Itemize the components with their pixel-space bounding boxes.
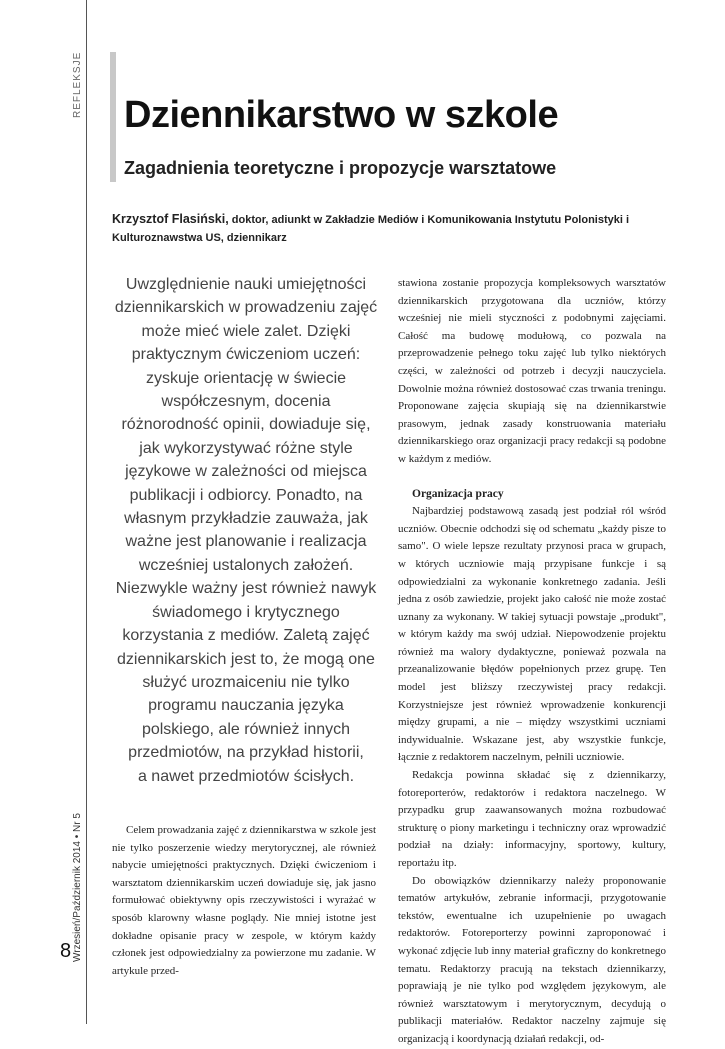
section-heading: Organizacja pracy bbox=[412, 487, 504, 500]
article-title: Dziennikarstwo w szkole bbox=[124, 94, 559, 136]
lead-line: Uwzględnienie nauki umiejętności bbox=[125, 276, 367, 293]
lead-line: dziennikarskich w prowadzeniu zajęć bbox=[114, 299, 378, 317]
lead-line: dziennikarskich jest to, że mogą one bbox=[117, 650, 375, 668]
margin-rule bbox=[86, 0, 87, 1024]
right-column bbox=[398, 275, 666, 1049]
lead-line: wcześniej ustalonych założeń. bbox=[138, 556, 354, 574]
lead-line: różnorodność opinii, dowiaduje się, bbox=[121, 416, 371, 434]
lead-paragraph bbox=[112, 273, 380, 788]
title-accent-bar bbox=[110, 52, 116, 182]
lead-line: może mieć wiele zalet. Dzięki bbox=[141, 322, 351, 340]
body-paragraph: stawiona zostanie propozycja kompleksowych warsztatów dziennikarskich przygotowana dla uczniów, którzy wcześniej nie mieli styczności z podobnymi zajęciami. Całość ma budowę modułową, co pozwala na przeprowadzenie pełnego toku zajęć lub tylko niektórych części, w zależności od potrzeb i decyzji nauczyciela. Dowolnie można również dostosować czas trwania treningu. Proponowane zajęcia skupiają się na dziennikarstwie prasowym, jednak zasady konstruowania materiału dziennikarskiego oraz organizacji pracy redakcji są podobne w każdym z mediów. bbox=[398, 277, 666, 465]
lead-line: polskiego, ale również innych bbox=[141, 720, 351, 738]
lead-line: własnym przykładzie zauważa, jak bbox=[124, 510, 368, 528]
lead-line: publikacji i odbiorcy. Ponadto, na bbox=[129, 486, 363, 504]
lead-line: jak wykorzystywać różne style bbox=[139, 439, 353, 457]
page-number: 8 bbox=[60, 940, 72, 962]
author-name: Krzysztof Flasiński, bbox=[112, 212, 229, 226]
lead-line: świadomego i krytycznego bbox=[152, 603, 340, 621]
lead-line: praktycznym ćwiczeniom uczeń: bbox=[131, 346, 361, 364]
article-subtitle: Zagadnienia teoretyczne i propozycje warsztatowe bbox=[124, 158, 557, 178]
body-paragraph: Najbardziej podstawową zasadą jest podział ról wśród uczniów. Obecnie odchodzi się od schematu „każdy pisze to samo". O wiele lepsze rezultaty przynosi praca w grupach, w których uczniowie mają przypisane funkcje i są odpowiedzialni za wykonanie konkretnego zadania. Jeśli jedna z osób zawiedzie, projekt jako całość nie może zostać uznany za wykonany. W takiej sytuacji powstaje „produkt", w którym każdy ma swój udział. Niepowodzenie projektu również ma walory dydaktyczne, ponieważ pozwala na przeanalizowanie błędów popełnionych przez grupę. Ten model jest bliższy rzeczywistej pracy redakcji. Korzystniejsze jest również wprowadzenie konkurencji między grupami, a nie – między wszystkimi uczniami indywidualnie. Wskazane jest, aby wszystkie funkcje, łącznie z redaktorem naczelnym, pełnili uczniowie. bbox=[398, 505, 666, 764]
lead-line: językowe w zależności od miejsca bbox=[125, 463, 367, 481]
intro-paragraph: Celem prowadzania zajęć z dziennikarstwa w szkole jest nie tylko poszerzenie wiedzy merytorycznej, ale również nabycie umiejętności praktycznych. Dzięki ćwiczeniom i warsztatom dziennikarskim uczeń dowiaduje się, jak jasno formułować obiektywny opis rzeczywistości i wyrażać w sposób klarowny własne poglądy. Nie mniej istotne jest dokładne opisanie pracy w zespole, w którym każdy członek jest odpowiedzialny za powierzone mu zadanie. W artykule przed- bbox=[112, 824, 376, 977]
lead-line: ważne jest planowanie i realizacja bbox=[125, 533, 367, 551]
lead-line: zyskuje orientację w świecie bbox=[145, 369, 347, 387]
body-paragraph: Do obowiązków dziennikarzy należy proponowanie tematów artykułów, zebranie informacji, przygotowanie tekstów, ewentualne ich uzupełnienie po uwagach redaktorów. Fotoreporterzy powinni zaproponować i wykonać zdjęcie lub inny materiał graficzny do konkretnego tematu. Redaktorzy pracują na tekstach dziennikarzy, poprawiają je nie tylko pod względem językowym, ale również warsztatowym i merytorycznym, decydują o publikacji materiałów. Redaktor naczelny zajmuje się organizacją i koordynacją działań redakcji, od- bbox=[398, 874, 666, 1045]
lead-line: a nawet przedmiotów ścisłych. bbox=[137, 767, 355, 785]
author-description: doktor, adiunkt w Zakładzie Mediów i Komunikowania Instytutu Polonistyki i Kulturoznawstwa US, dziennikarz bbox=[112, 214, 630, 244]
lead-line: Niezwykle ważny jest również nawyk bbox=[115, 580, 377, 598]
issue-label: Wrzesień/Październik 2014 • Nr 5 bbox=[72, 813, 83, 962]
author-byline bbox=[112, 210, 672, 247]
lead-line: korzystania z mediów. Zaletą zajęć bbox=[122, 627, 370, 645]
intro-text bbox=[112, 822, 376, 980]
lead-line: współczesnym, docenia bbox=[161, 393, 331, 411]
body-paragraph: Redakcja powinna składać się z dziennikarzy, fotoreporterów, redaktorów i redaktora naczelnego. W przypadku grup zaawansowanych można rozbudować strukturę o piony marketingu i techniczny oraz wprowadzić podział na działy: informacyjny, sportowy, kultury, reportażu itp. bbox=[398, 769, 666, 869]
lead-line: przedmiotów, na przykład historii, bbox=[128, 744, 364, 762]
section-label: REFLEKSJE bbox=[72, 51, 83, 118]
lead-line: programu nauczania języka bbox=[148, 697, 344, 715]
lead-line: służyć urozmaiceniu nie tylko bbox=[142, 673, 350, 691]
